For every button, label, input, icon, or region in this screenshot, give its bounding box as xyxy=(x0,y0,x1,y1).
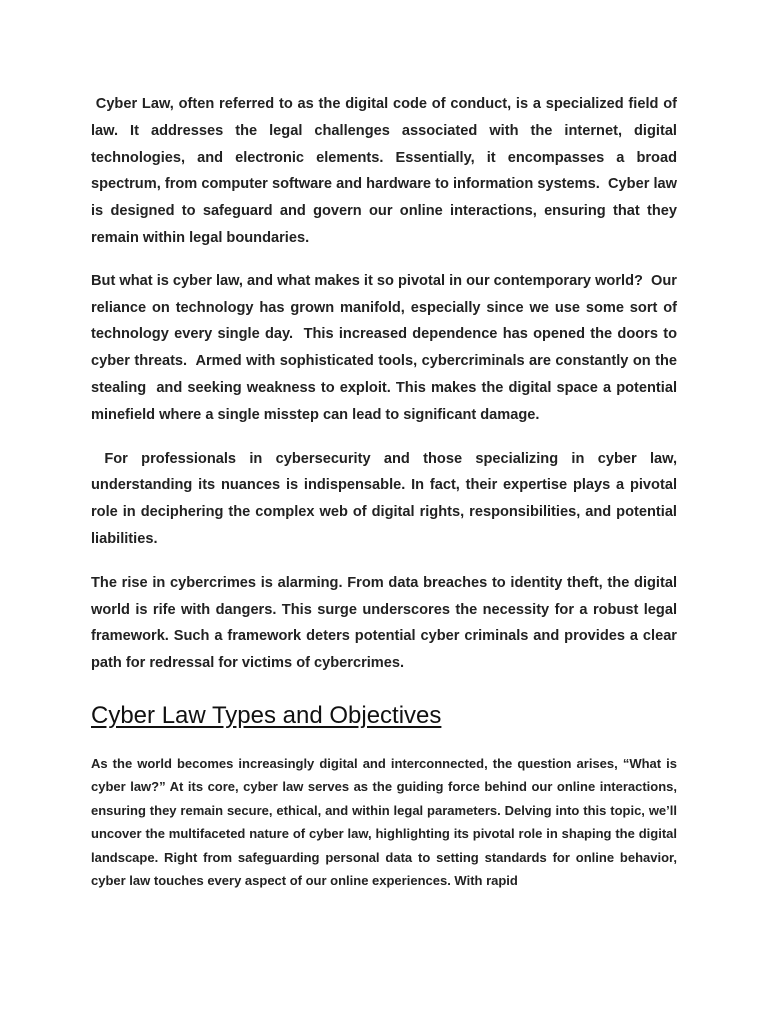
cybercrimes-paragraph: The rise in cybercrimes is alarming. From data breaches to identity theft, the digital world is rife with dangers. This surge underscores the necessity for a robust legal framework. Such a framework deters potential cyber criminals and provides a clear path for redressal for victims of cybercrimes. xyxy=(91,574,682,672)
document-page xyxy=(91,91,682,893)
intro-paragraph: Cyber Law, often referred to as the digital code of conduct, is a specialized field of law. It addresses the legal challenges associated with the internet, digital technologies, and electronic elements. Essentially, it encompasses a broad spectrum, from computer software and hardware to information systems. Cyber law is designed to safeguard and govern our online interactions, ensuring that they remain within legal boundaries. xyxy=(91,96,682,246)
section-heading: Cyber Law Types and Objectives xyxy=(91,701,442,729)
pivotal-question-paragraph: But what is cyber law, and what makes it so pivotal in our contemporary world? Our reliance on technology has grown manifold, especially since we use some sort of technology every single day. This increased dependence has opened the doors to cyber threats. Armed with sophisticated tools, cybercriminals are constantly on the stealing and seeking weakness to exploit. This makes the digital space a potential minefield where a single misstep can lead to significant damage. xyxy=(91,272,682,423)
section-paragraph: As the world becomes increasingly digital and interconnected, the question arises, “What is cyber law?” At its core, cyber law serves as the guiding force behind our online interactions, ensuring they remain secure, ethical, and within legal parameters. Delving into this topic, we’ll uncover the multifaceted nature of cyber law, highlighting its pivotal role in shaping the digital landscape. Right from safeguarding personal data to setting standards for online behavior, cyber law touches every aspect of our online experiences. With rapid xyxy=(91,755,677,889)
professionals-paragraph: For professionals in cybersecurity and those specializing in cyber law, understanding its nuances is indispensable. In fact, their expertise plays a pivotal role in deciphering the complex web of digital rights, responsibilities, and potential liabilities. xyxy=(91,450,682,547)
